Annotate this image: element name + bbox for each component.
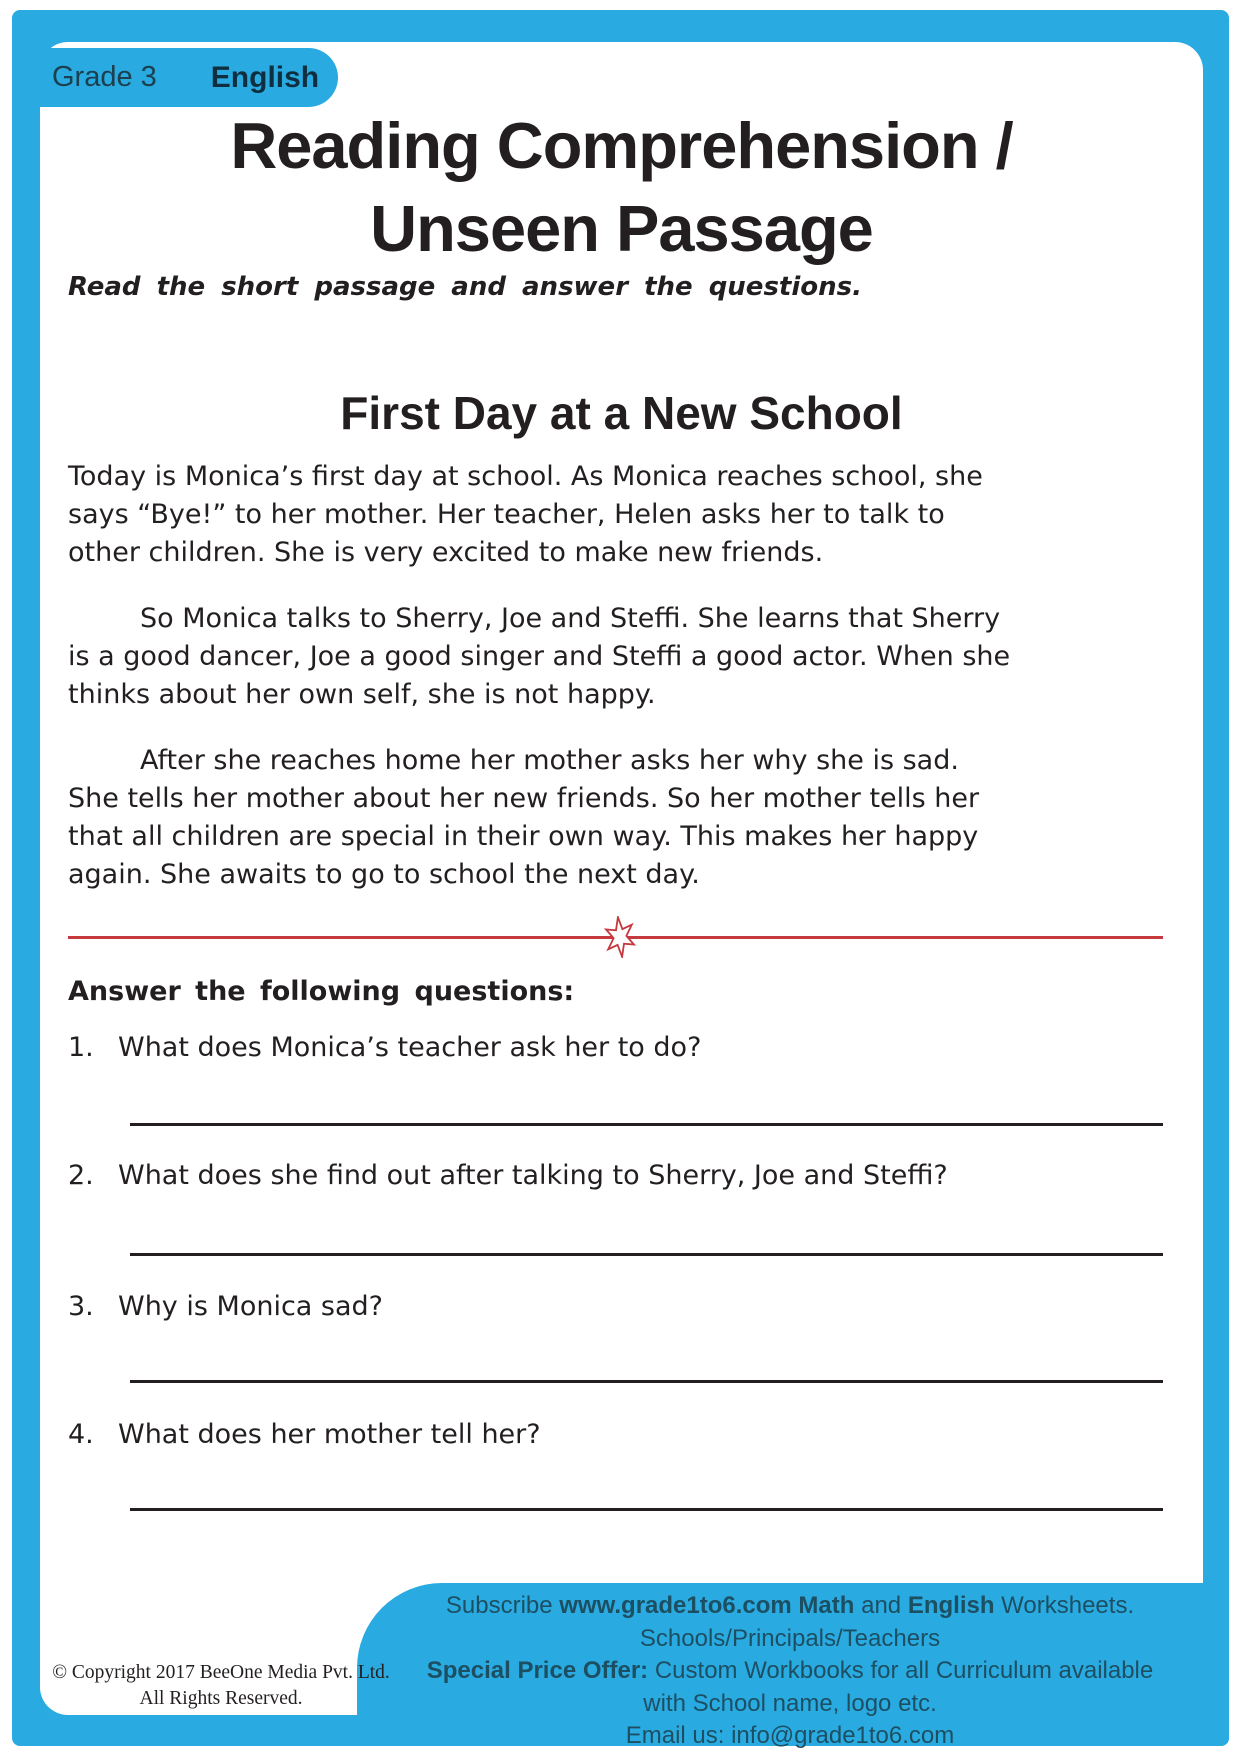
answer-line-2 <box>130 1253 1163 1256</box>
grade-subject-badge <box>26 48 338 107</box>
answer-line-4 <box>130 1508 1163 1511</box>
copyright-line-2: All Rights Reserved. <box>139 1688 303 1709</box>
footer-email-line <box>360 1720 1220 1753</box>
title-line-2: Unseen Passage <box>370 192 873 265</box>
passage-body <box>68 458 1018 922</box>
star-burst-icon <box>604 916 636 958</box>
question-1-number: 1. <box>68 1032 94 1063</box>
footer-offer-line <box>360 1655 1220 1688</box>
english-label: English <box>907 1592 995 1619</box>
copyright-notice <box>36 1660 406 1712</box>
worksheets-label: Worksheets. <box>994 1592 1135 1619</box>
question-1-text: What does Monica’s teacher ask her to do? <box>118 1032 702 1063</box>
grade-label: Grade 3 <box>52 61 157 93</box>
page-title <box>40 104 1203 270</box>
answer-line-3 <box>130 1380 1163 1383</box>
instruction-text: Read the short passage and answer the questions. <box>68 272 862 302</box>
email-address: info@grade1to6.com <box>731 1722 955 1749</box>
title-line-1: Reading Comprehension / <box>230 109 1013 182</box>
question-2-number: 2. <box>68 1160 94 1191</box>
and-label: and <box>854 1592 908 1619</box>
question-2-text: What does she find out after talking to Sherry, Joe and Steffi? <box>118 1160 948 1191</box>
passage-paragraph-2: So Monica talks to Sherry, Joe and Steffi. She learns that Sherry is a good dancer, Joe a good singer and Steffi a good actor. When she thinks about her own self, she is not happy. <box>68 603 1011 710</box>
questions-heading: Answer the following questions: <box>68 976 575 1007</box>
website-url: www.grade1to6.com Math <box>559 1592 855 1619</box>
question-3-number: 3. <box>68 1291 94 1322</box>
footer-subscribe-line <box>360 1590 1220 1623</box>
question-4 <box>68 1419 1078 1450</box>
offer-description: Custom Workbooks for all Curriculum available <box>648 1657 1154 1684</box>
passage-paragraph-1: Today is Monica’s first day at school. As Monica reaches school, she says “Bye!” to her mother. Her teacher, Helen asks her to talk to other children. She is very excited to make new friends. <box>68 461 983 568</box>
passage-paragraph-3: After she reaches home her mother asks her why she is sad. She tells her mother about her new friends. So her mother tells her that all children are special in their own way. This makes her happy again. She awaits to go to school the next day. <box>68 745 980 890</box>
email-label: Email us: <box>625 1722 732 1749</box>
subscribe-label: Subscribe <box>445 1592 560 1619</box>
footer-promo <box>360 1590 1220 1753</box>
special-price-offer-label: Special Price Offer: <box>426 1657 649 1684</box>
question-4-text: What does her mother tell her? <box>118 1419 541 1450</box>
subject-label: English <box>210 60 320 94</box>
footer-offer-line-2: with School name, logo etc. <box>643 1689 937 1717</box>
question-3-text: Why is Monica sad? <box>118 1291 384 1322</box>
passage-title: First Day at a New School <box>340 387 903 439</box>
question-1 <box>68 1032 1078 1063</box>
question-2 <box>68 1160 1078 1191</box>
footer-audience-line: Schools/Principals/Teachers <box>639 1624 941 1652</box>
copyright-line-1: © Copyright 2017 BeeOne Media Pvt. Ltd. <box>52 1662 390 1683</box>
question-4-number: 4. <box>68 1419 94 1450</box>
question-3 <box>68 1291 1078 1322</box>
answer-line-1 <box>130 1123 1163 1126</box>
